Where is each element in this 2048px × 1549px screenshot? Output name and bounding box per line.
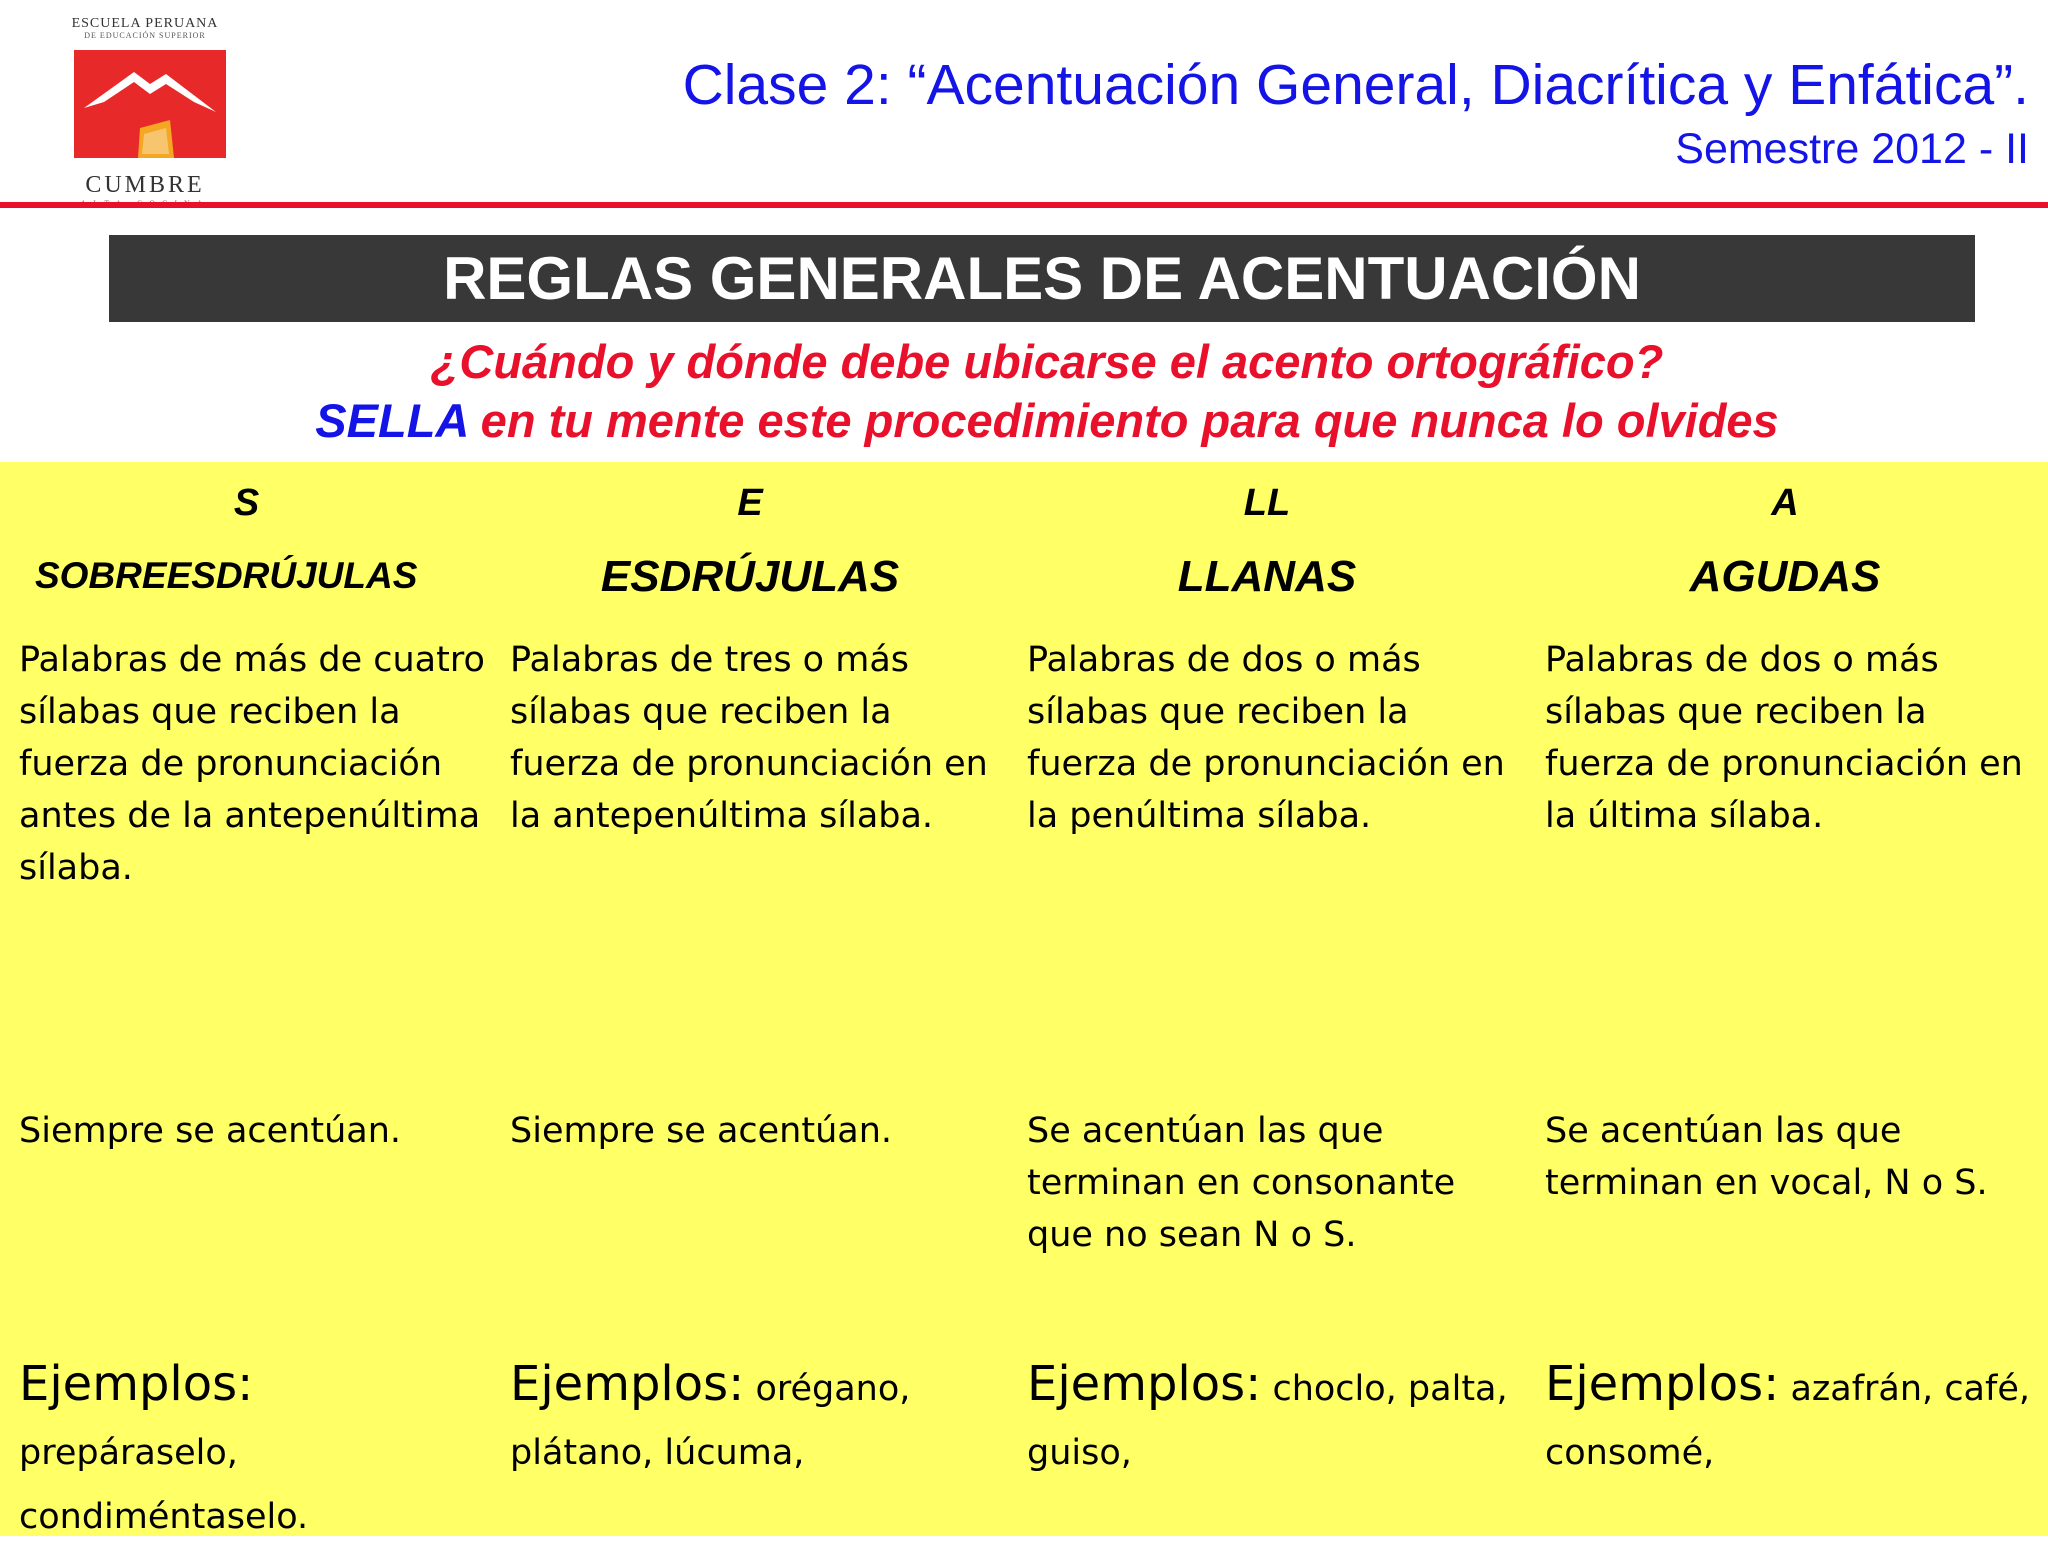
column-rule: Se acentúan las que terminan en vocal, N o S.: [1545, 1111, 1988, 1203]
examples-label: Ejemplos:: [510, 1356, 745, 1412]
examples-label: Ejemplos:: [19, 1356, 254, 1412]
column-letter: E: [737, 482, 763, 524]
column-heading: LLANAS: [1177, 552, 1357, 601]
column-llanas: [1027, 462, 1527, 1536]
logo-top-subtext: DE EDUCACIÓN SUPERIOR: [84, 31, 206, 40]
column-heading: ESDRÚJULAS: [600, 552, 900, 601]
intro-question: ¿Cuándo y dónde debe ubicarse el acento ortográfico?: [430, 335, 1664, 388]
column-examples: [1027, 1352, 1527, 1485]
examples-label: Ejemplos:: [1027, 1356, 1262, 1412]
column-rule: Siempre se acentúan.: [19, 1111, 402, 1151]
column-rule: Se acentúan las que terminan en consonante que no sean N o S.: [1027, 1111, 1456, 1255]
sella-rest: en tu mente este procedimiento para que nunca lo olvides: [467, 394, 1779, 447]
logo-name: CUMBRE: [85, 172, 205, 198]
column-description: Palabras de dos o más sílabas que reciben la fuerza de pronunciación en la penúltima sílaba.: [1027, 640, 1505, 836]
column-letter: S: [233, 482, 260, 524]
column-rule: Siempre se acentúan.: [510, 1111, 893, 1151]
column-sobreesdrujulas: [19, 462, 489, 1536]
column-examples: [1545, 1352, 2045, 1485]
column-letter: LL: [1243, 482, 1291, 524]
column-heading: AGUDAS: [1689, 552, 1881, 601]
mountain-emblem-icon: [74, 50, 226, 158]
examples-text: azafrán, café, consomé,: [1545, 1369, 2030, 1473]
column-description: Palabras de dos o más sílabas que reciben la fuerza de pronunciación en la última sílaba.: [1545, 640, 2023, 836]
intro-sella-line: [0, 393, 2048, 448]
column-examples: [19, 1352, 489, 1549]
examples-label: Ejemplos:: [1545, 1356, 1780, 1412]
examples-text: orégano, plátano, lúcuma,: [510, 1369, 911, 1473]
school-logo: [55, 16, 235, 198]
sella-word: SELLA: [315, 394, 468, 447]
examples-text: choclo, palta, guiso,: [1027, 1369, 1508, 1473]
examples-text: prepáraselo, condiméntaselo.: [19, 1433, 309, 1537]
logo-top-text: ESCUELA PERUANA: [71, 16, 219, 31]
column-description: Palabras de más de cuatro sílabas que reciben la fuerza de pronunciación antes de la antepenúltima sílaba.: [19, 640, 485, 888]
column-letter: A: [1771, 482, 1799, 524]
column-examples: [510, 1352, 1010, 1485]
column-agudas: [1545, 462, 2045, 1536]
column-description: Palabras de tres o más sílabas que reciben la fuerza de pronunciación en la antepenúltima sílaba.: [510, 640, 988, 836]
section-banner: REGLAS GENERALES DE ACENTUACIÓN: [109, 235, 1975, 322]
column-esdrujulas: [510, 462, 1010, 1536]
semester-label: Semestre 2012 - II: [1675, 125, 2029, 173]
page-title: Clase 2: “Acentuación General, Diacrítica y Enfática”.: [682, 53, 2029, 117]
column-heading: SOBREESDRÚJULAS: [35, 555, 418, 596]
header-divider: [0, 202, 2048, 208]
